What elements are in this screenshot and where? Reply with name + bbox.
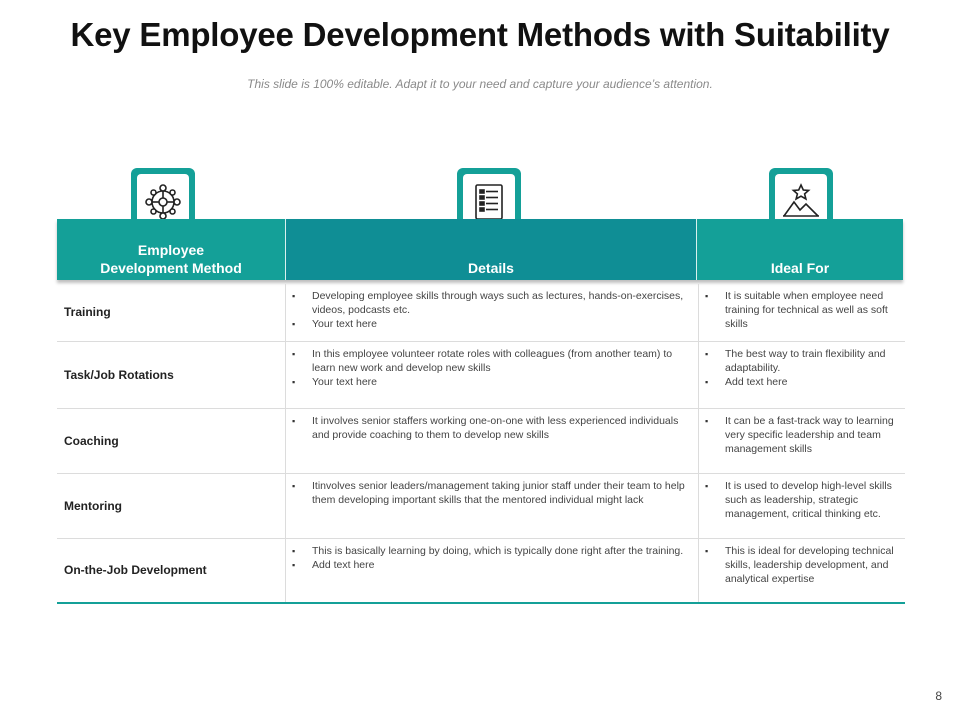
- page-number: 8: [935, 689, 942, 703]
- table-row: [57, 341, 905, 408]
- ideal-list: [699, 409, 905, 456]
- details-list: [286, 342, 698, 389]
- list-item: ▪ It involves senior staffers working one-on-one with less experienced individuals and provide coaching to them to develop new skills: [292, 414, 692, 442]
- details-list: [286, 539, 698, 572]
- list-item: ▪ Your text here: [292, 317, 692, 331]
- table-header: [57, 219, 903, 280]
- methods-table: [57, 284, 905, 604]
- method-name: Coaching: [64, 433, 119, 448]
- header-details: Details: [285, 219, 697, 280]
- list-item: ▪ It is used to develop high-level skills such as leadership, strategic management, critical thinking etc.: [705, 479, 899, 521]
- slide-subtitle: This slide is 100% editable. Adapt it to your need and capture your audience’s attention.: [247, 77, 713, 91]
- details-list: [286, 284, 698, 331]
- details-list: [286, 409, 698, 442]
- table-row: [57, 284, 905, 341]
- list-item: ▪ In this employee volunteer rotate roles with colleagues (from another team) to learn new work and develop new skills: [292, 347, 692, 375]
- list-item: ▪ It is suitable when employee need training for technical as well as soft skills: [705, 289, 899, 331]
- details-list: [286, 474, 698, 507]
- slide-title: Key Employee Development Methods with Suitability: [70, 16, 890, 53]
- list-item: ▪ The best way to train flexibility and adaptability.: [705, 347, 899, 375]
- document-list-icon: [472, 182, 506, 222]
- table-row: [57, 408, 905, 473]
- method-name: Mentoring: [64, 498, 122, 513]
- ideal-list: [699, 284, 905, 331]
- method-name: Task/Job Rotations: [64, 367, 174, 382]
- table-row: [57, 473, 905, 538]
- network-hub-icon: [143, 182, 183, 222]
- ideal-list: [699, 539, 905, 586]
- table-row: [57, 538, 905, 603]
- list-item: ▪ This is basically learning by doing, which is typically done right after the training.: [292, 544, 692, 558]
- method-name: On-the-Job Development: [64, 563, 207, 578]
- list-item: ▪ This is ideal for developing technical skills, leadership development, and analytical expertise: [705, 544, 899, 586]
- ideal-list: [699, 342, 905, 389]
- list-item: ▪ Itinvolves senior leaders/management taking junior staff under their team to help them developing important skills that the mentored individual might lack: [292, 479, 692, 507]
- list-item: ▪ It can be a fast-track way to learning very specific leadership and team management skills: [705, 414, 899, 456]
- header-ideal-for: Ideal For: [697, 219, 903, 280]
- list-item: ▪ Add text here: [292, 558, 692, 572]
- method-name: Training: [64, 305, 111, 320]
- list-item: ▪ Add text here: [705, 375, 899, 389]
- header-method: Employee Development Method: [57, 219, 285, 280]
- list-item: ▪ Your text here: [292, 375, 692, 389]
- mountain-star-icon: [781, 182, 821, 222]
- ideal-list: [699, 474, 905, 521]
- list-item: ▪ Developing employee skills through ways such as lectures, hands-on-exercises, videos, podcasts etc.: [292, 289, 692, 317]
